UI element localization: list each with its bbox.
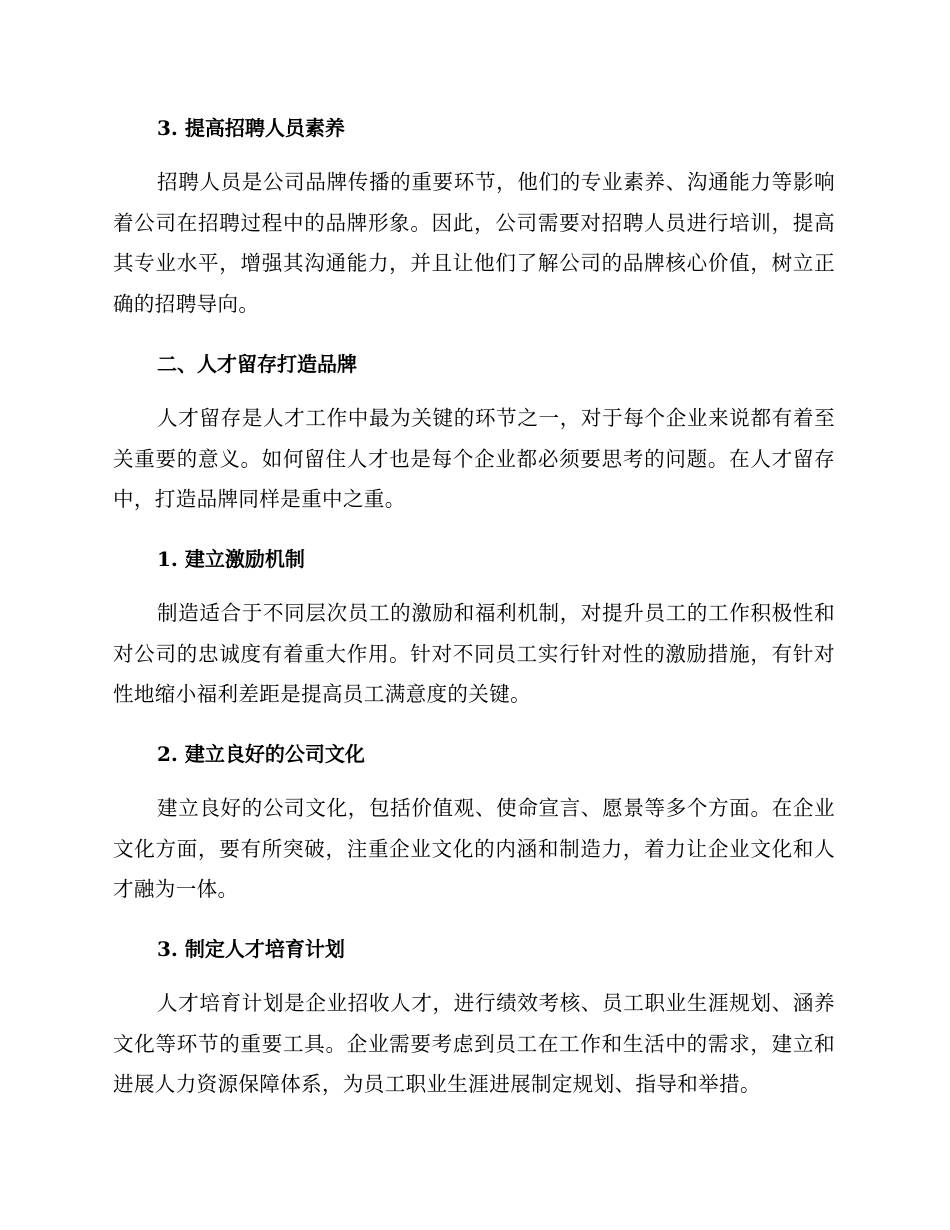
section-heading-incentive-mechanism: 1. 建立激励机制 (157, 547, 305, 571)
section-heading-recruiter-quality: 3. 提高招聘人员素养 (157, 116, 345, 140)
paragraph-talent-retention: 人才留存是人才工作中最为关键的环节之一，对于每个企业来说都有着至关重要的意义。如何留住人才也是每个企业都必须要思考的问题。在人才留存中，打造品牌同样是重中之重。 (113, 406, 835, 511)
paragraph-talent-cultivation: 人才培育计划是企业招收人才，进行绩效考核、员工职业生涯规划、涵养文化等环节的重要工具。企业需要考虑到员工在工作和生活中的需求，建立和进展人力资源保障体系，为员工职业生涯进展制定规划、指导和举措。 (113, 991, 835, 1096)
section-heading-company-culture: 2. 建立良好的公司文化 (157, 742, 365, 766)
section-heading-talent-cultivation: 3. 制定人才培育计划 (157, 937, 345, 961)
paragraph-company-culture: 建立良好的公司文化，包括价值观、使命宣言、愿景等多个方面。在企业文化方面，要有所突破，注重企业文化的内涵和制造力，着力让企业文化和人才融为一体。 (113, 796, 835, 901)
section-heading-talent-retention: 二、人才留存打造品牌 (157, 352, 357, 376)
paragraph-incentive-mechanism: 制造适合于不同层次员工的激励和福利机制，对提升员工的工作积极性和对公司的忠诚度有着重大作用。针对不同员工实行针对性的激励措施，有针对性地缩小福利差距是提高员工满意度的关键。 (113, 601, 835, 706)
paragraph-recruiter-quality: 招聘人员是公司品牌传播的重要环节，他们的专业素养、沟通能力等影响着公司在招聘过程中的品牌形象。因此，公司需要对招聘人员进行培训，提高其专业水平，增强其沟通能力，并且让他们了解公司的品牌核心价值，树立正确的招聘导向。 (113, 170, 835, 316)
